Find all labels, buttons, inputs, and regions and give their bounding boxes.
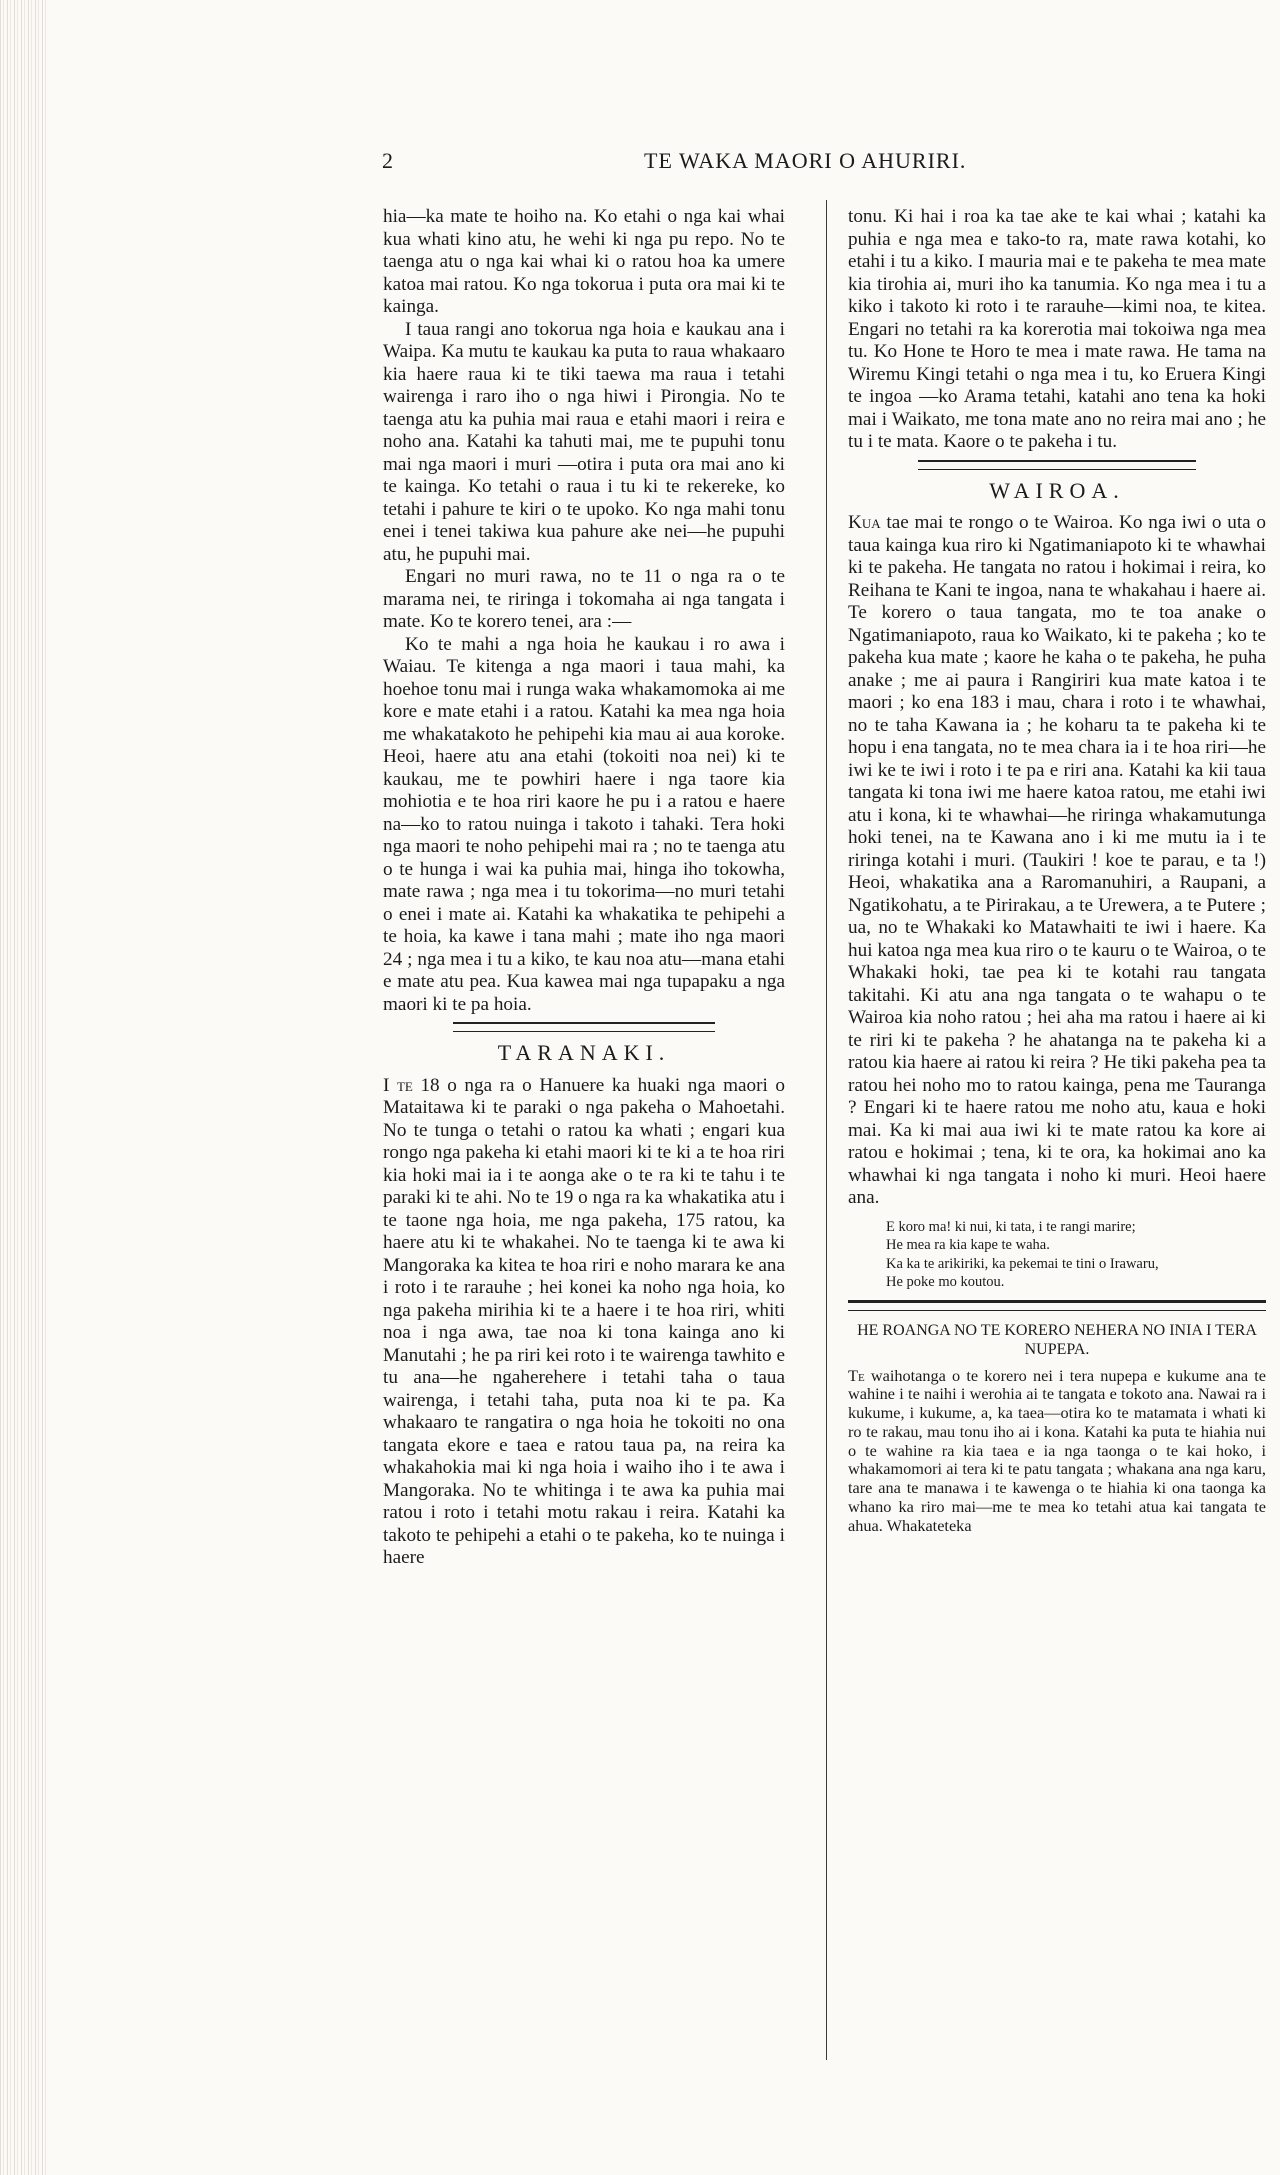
section-separator [918,460,1196,470]
column-rule [826,200,827,2060]
verse-line: He poke mo koutou. [886,1274,1005,1290]
paragraph-body: waihotanga o te korero nei i tera nupepa e kukume ana te wahine i te naihi i werohia ai te tangata e tokoto ana. Nawai ra i kukume, i kukume, a, ka taea—otira ko te matamata i whati ki ro te rakau, mau tonu iho ai i kona. Katahi ka puta te hiahia nui o te wahine ra kia taea e ia nga taonga o te kai hoko, i whakamomori ai tera ki te patu tangata ; whakana ana nga karu, tare ana te manawa i te kawenga o te hiahia ki ona taonga ka whano ka riro mai—me te mea ko tetahi atua kai tangata te ahua. Whakateteka [848,1365,1266,1535]
paragraph: hia—ka mate te hoiho na. Ko etahi o nga kai whai kua whati kino atu, he wehi ki nga pu repo. No te taenga atu o nga kai whai ki o ratou hoa ka umere katoa mai ratou. Ko nga tokorua i puta ora mai ki te kainga. [383,206,785,317]
paragraph [383,1075,785,1570]
page-header [382,148,1002,178]
section-heading-roanga: HE ROANGA NO TE KORERO NEHERA NO INIA I TERA NUPEPA. [857,1321,1257,1358]
page-number: 2 [382,148,393,173]
lead-word: I te [383,1074,413,1096]
running-title: TE WAKA MAORI O AHURIRI. [644,148,967,173]
paragraph [848,1367,1266,1536]
lead-word: Te [848,1365,865,1385]
paragraph: Engari no muri rawa, no te 11 o nga ra o te marama nei, te riringa i tokomaha ai nga tangata i mate. Ko te korero tenei, ara :— [383,566,785,632]
binding-edge [0,0,46,2175]
verse [886,1218,1266,1292]
right-column [848,206,1266,1536]
paragraph-body: 18 o nga ra o Hanuere ka huaki nga maori o Mataitawa ki te paraki o nga pakeha o Mahoetahi. No te tunga o tetahi o ratou ka whati ; engari kua rongo nga pakeha ki etahi maori ki te ki a te hoa riri kia hoki mai ia i te aonga ake o te ra ki te tahu i te paraki ki te ahi. No te 19 o nga ra ka whakatika atu i te taone nga hoia, me nga pakeha, 175 ratou, ka haere atu ki te whakahei. No te taenga ki te awa ki Mangoraka ka kitea te hoa riri e noho marara ke ana i roto i te rarauhe ; hei konei ka noho nga hoia, ko nga pakeha mirihia ki te a haere i te hoa riri, whiti noa i nga awa, tae noa ki tona kainga ano ki Manutahi ; he pa riri kei roto i te wairenga tawhito e tu ana—he ngaherehere i tetahi taha o taua wairenga, i tetahi taha, puta noa ki te pa. Ka whakaaro te rangatira o nga hoia he tokoiti no ona tangata ekore e taea e ratou taua pa, na reira ka whakahokia mai ki nga hoia i waiho iho i te awa i Mangoraka. No te whitinga i te awa ka puhia mai ratou i roto i tetahi motu rakau i reira. Katahi ka takoto te pehipehi a etahi o te pakeha, ko te nuinga i haere [383,1074,785,1568]
paragraph: I taua rangi ano tokorua nga hoia e kaukau ana i Waipa. Ka mutu te kaukau ka puta to raua whakaaro kia haere raua ki te tiki taewa ma raua i tetahi wairenga i raro iho o nga hiwi i Pirongia. No te taenga atu ka puhia mai raua e etahi maori i reira e noho ana. Katahi ka tahuti mai, me te pupuhi tonu mai nga maori i muri —otira i puta ora mai ano ki te kainga. Ko tetahi o raua i tu ki te rekereke, ko tetahi i pahure te kiri o te upoko. Ko nga mahi tonu enei i tenei takiwa kua pahure ake nei—he pupuhi atu, he pupuhi mai. [383,318,785,565]
verse-line: He mea ra kia kape te waha. [886,1237,1050,1253]
section-separator [453,1022,715,1032]
left-column [383,206,785,1570]
small-print-section [848,1367,1266,1536]
paragraph: tonu. Ki hai i roa ka tae ake te kai whai ; katahi ka puhia e nga mea e tako-to ra, mate rawa kotahi, ko etahi i tu a kiko. I mauria mai e te pakeha te mea mate kia tirohia ai, muri iho ka tanumia. Ko nga mea i tu a kiko i takoto ki roto i te rarauhe—kimi noa, te kitea. Engari no tetahi ra ka korerotia mai tokoiwa nga mea tu. Ko Hone te Horo te mea i mate rawa. He tama na Wiremu Kingi tetahi o nga mea i tu, ko Eruera Kingi te ingoa —ko Arama tetahi, katahi ano tena ka hoki mai i Waikato, me tona mate ano no reira mai ano ; he tu i te mata. Kaore o te pakeha i tu. [848,206,1266,452]
paragraph [848,512,1266,1210]
paragraph: Ko te mahi a nga hoia he kaukau i ro awa i Waiau. Te kitenga a nga maori i taua mahi, ka hoehoe tonu mai i runga waka whakamomoka ai me kore e mate etahi i a ratou. Katahi ka mea nga hoia me whakatakoto he pehipehi kia mau ai aua koroke. Heoi, haere atu ana etahi (tokoiti noa nei) ki te kaukau, me te powhiri haere i nga taore kia mohiotia e te hoa riri kaore he pu i a ratou e haere na—ko to ratou nuinga i takoto i tahaki. Tera hoki nga maori te noho pehipehi mai ra ; no te taenga atu o te hunga i wai ka puhia mai, hinga iho tokowha, mate rawa ; nga mea i tu tokorima—no muri tetahi o enei i mate ai. Katahi ka whakatika te pehipehi a te hoia, ka kawe i tana mahi ; mate iho nga maori 24 ; nga mea i tu a kiko, te kau noa atu—mana etahi e mate atu pea. Kua kawea mai nga tupapaku a nga maori ki te pa hoia. [383,633,785,1015]
verse-line: E koro ma! ki nui, ki tata, i te rangi marire; [886,1218,1136,1235]
section-separator [848,1300,1266,1311]
section-heading-taranaki: TARANAKI. [497,1040,671,1065]
lead-word: Kua [848,512,881,533]
paragraph-body: tae mai te rongo o te Wairoa. Ko nga iwi o uta o taua kainga kua riro ki Ngatimaniapoto ki te whawhai ki te pakeha. He tangata no ratou i hokimai i reira, ko Reihana te Kani te ingoa, nana te whakahau i haere ai. Te korero o taua tangata, mo te toa anake o Ngatimaniapoto, raua ko Waikato, ki te pakeha ; ko te pakeha kua mate ; kaore he kaha o te pakeha, he puha anake ; me ai paura i Rangiriri kua mate katoa i te maori ; ko ena 183 i mau, chara i roto i te whawhai, no te taha Kawana ia ; he koharu ta te pakeha ki te hopu i ena tangata, no te mea chara ia i te hoa riri—he iwi ke te iwi i roto i te pa e riri ana. Katahi ka kii taua tangata ki tona iwi me haere katoa ratou, me etahi iwi atu i kona, ki te whawhai—he riringa whakamutunga hoki tenei, na te Kawana ano i ki me mutu ia i te riringa kotahi i muri. (Taukiri ! koe te parau, e ta !) Heoi, whakatika ana a Raromanuhiri, a Raupani, a Ngatikohatu, a te Pirirakau, a te Urewera, a te Putere ; ua, no te Whakaki ko Matawhaiti te iwi i haere. Ka hui katoa nga mea kua riro o te kauru o te Wairoa, o te Whakaki hoki, tae pea ki te kotahi rau tangata takitahi. Ki atu ana nga tangata o te wahapu o te Wairoa kia noho ratou ; hei aha ma ratou i haere ai ki te riri ki te pakeha ? he ahatanga na te pakeha ki a ratou kia haere ai ratou ki reira ? He tiki pakeha pea ta ratou hei noho mo to ratou kainga, pena me Tauranga ? Engari ki te haere ratou me noho atu, kaua e hoki mai. Ka ki mai aua iwi ki te mate ratou ka kore ai ratou e hokimai ; tena, ki te ora, ka hokimai ano ka whawhai ki nga tangata i noho ki muri. Heoi haere ana. [848,512,1266,1208]
section-heading-wairoa: WAIROA. [989,477,1125,503]
verse-line: Ka ka te arikiriki, ka pekemai te tini o Irawaru, [886,1255,1159,1272]
